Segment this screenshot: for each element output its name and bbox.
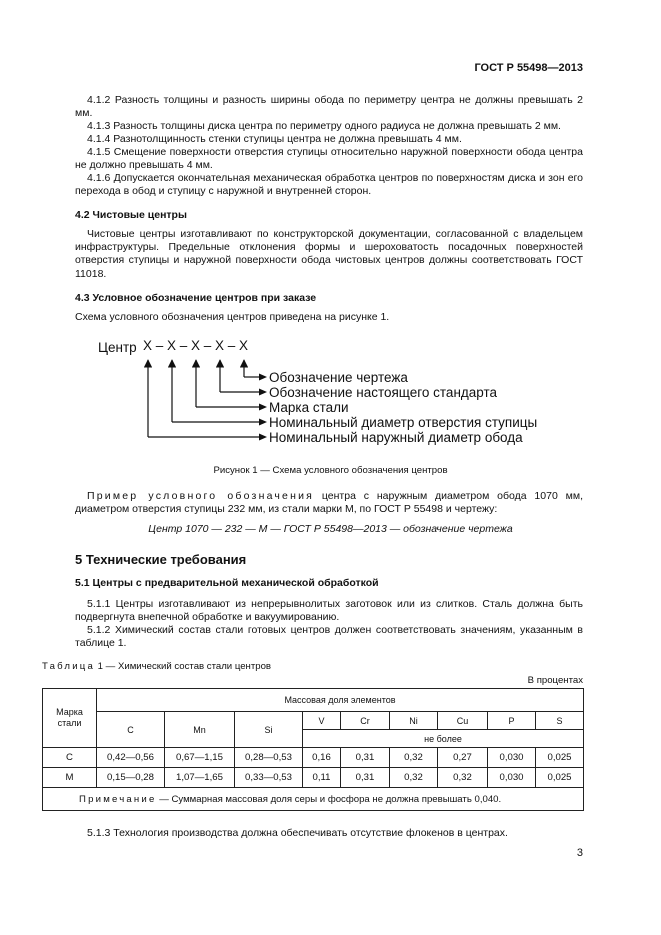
table-cell: 0,42—0,56 <box>97 748 165 768</box>
table-note <box>43 788 584 811</box>
table-cell: 0,32 <box>438 768 488 788</box>
col-cr: Cr <box>341 712 390 730</box>
table-row <box>43 748 584 768</box>
heading-4-3: 4.3 Условное обозначение центров при заказе <box>75 292 317 304</box>
table-cell: 0,32 <box>390 748 438 768</box>
scheme-label-standard: Обозначение настоящего стандарта <box>269 385 498 400</box>
table-cell: 0,030 <box>488 768 536 788</box>
table-cell: 0,31 <box>341 768 390 788</box>
paragraph-4-1-3: 4.1.3 Разность толщины диска центра по периметру одного радиуса не должна превышать 2 мм. <box>87 120 561 132</box>
col-group-header: Массовая доля элементов <box>97 689 584 712</box>
scheme-prefix: Центр <box>98 340 137 355</box>
document-header: ГОСТ Р 55498—2013 <box>474 62 583 74</box>
paragraph-4-1-5: 4.1.5 Смещение поверхности отверстия ступицы относительно наружной поверхности обода центра не должно превышать 4 мм. <box>75 146 583 172</box>
table-cell: 0,31 <box>341 748 390 768</box>
table-cell: 0,67—1,15 <box>165 748 235 768</box>
col-p: P <box>488 712 536 730</box>
table-cell: 0,28—0,53 <box>235 748 303 768</box>
paragraph-4-2: Чистовые центры изготавливают по конструкторской документации, согласованной с владельцем инфраструктуры. Предельные отклонения формы и шероховатость посадочных поверхностей отверстия ступицы и наружной поверхности обода чистовых центров должны соответствовать ГОСТ 11018. <box>75 228 583 280</box>
paragraph-5-1-3: 5.1.3 Технология производства должна обеспечивать отсутствие флокенов в центрах. <box>87 827 508 839</box>
table-cell: 0,33—0,53 <box>235 768 303 788</box>
table-row <box>43 768 584 788</box>
scheme-label-hub-diameter: Номинальный диаметр отверстия ступицы <box>269 415 538 430</box>
example-code: Центр 1070 — 232 — М — ГОСТ Р 55498—2013 — обозначение чертежа <box>148 523 513 535</box>
paragraph-4-3: Схема условного обозначения центров приведена на рисунке 1. <box>75 311 390 323</box>
heading-5: 5 Технические требования <box>75 552 247 567</box>
example-paragraph <box>75 490 583 516</box>
col-si: Si <box>235 712 303 748</box>
table-note-label: Примечание <box>79 793 157 805</box>
page-number: 3 <box>576 847 583 859</box>
table-cell: 1,07—1,65 <box>165 768 235 788</box>
figure-caption: Рисунок 1 — Схема условного обозначения центров <box>213 465 448 476</box>
scheme-label-outer-diameter: Номинальный наружный диаметр обода <box>269 430 523 445</box>
table-cell: 0,025 <box>536 768 584 788</box>
paragraph-4-1-6: 4.1.6 Допускается окончательная механическая обработка центров по поверхностям диска и зон его перехода в обод и ступицу с наружной и внутренней сторон. <box>75 172 583 198</box>
col-ni: Ni <box>390 712 438 730</box>
col-c: C <box>97 712 165 748</box>
col-v: V <box>303 712 341 730</box>
table-caption-label: Таблица <box>42 661 96 672</box>
scheme-code: X – X – X – X – X <box>143 338 249 353</box>
table-cell: 0,32 <box>390 768 438 788</box>
designation-scheme <box>95 334 555 454</box>
table-caption-text: 1 — Химический состав стали центров <box>95 661 272 672</box>
paragraph-5-1-2: 5.1.2 Химический состав стали готовых центров должен соответствовать значениям, указанным в таблице 1. <box>75 624 583 650</box>
table-cell: М <box>43 768 97 788</box>
col-cu: Cu <box>438 712 488 730</box>
table-note-text: — Суммарная массовая доля серы и фосфора не должна превышать 0,040. <box>156 793 502 805</box>
chemical-composition-table <box>42 688 584 811</box>
paragraph-4-1-2: 4.1.2 Разность толщины и разность ширины обода по периметру центра не должны превышать 2 мм. <box>75 94 583 120</box>
table-units: В процентах <box>527 675 583 686</box>
example-text: центра с наружным диаметром обода 1070 мм, диаметром отверстия ступицы 232 мм, из стали марки М, по ГОСТ Р 55498 и чертежу: <box>75 490 583 516</box>
col-s: S <box>536 712 584 730</box>
not-more-header: не более <box>303 730 584 748</box>
table-cell: С <box>43 748 97 768</box>
scheme-label-steel-grade: Марка стали <box>269 400 349 415</box>
example-label: Пример условного обозначения <box>87 490 315 502</box>
table-cell: 0,025 <box>536 748 584 768</box>
paragraph-4-1-4: 4.1.4 Разнотолщинность стенки ступицы центра не должна превышать 4 мм. <box>87 133 462 145</box>
table-cell: 0,27 <box>438 748 488 768</box>
table-cell: 0,11 <box>303 768 341 788</box>
col-mn: Mn <box>165 712 235 748</box>
heading-4-2: 4.2 Чистовые центры <box>75 209 187 221</box>
table-cell: 0,16 <box>303 748 341 768</box>
paragraph-5-1-1: 5.1.1 Центры изготавливают из непрерывнолитых заготовок или из слитков. Сталь должна быть подвергнута внепечной обработке и вакуумированию. <box>75 598 583 624</box>
table-cell: 0,15—0,28 <box>97 768 165 788</box>
table-cell: 0,030 <box>488 748 536 768</box>
col-grade-header: Марка стали <box>43 689 97 748</box>
scheme-label-drawing: Обозначение чертежа <box>269 370 408 385</box>
table-caption <box>42 661 271 672</box>
heading-5-1: 5.1 Центры с предварительной механической обработкой <box>75 577 379 589</box>
